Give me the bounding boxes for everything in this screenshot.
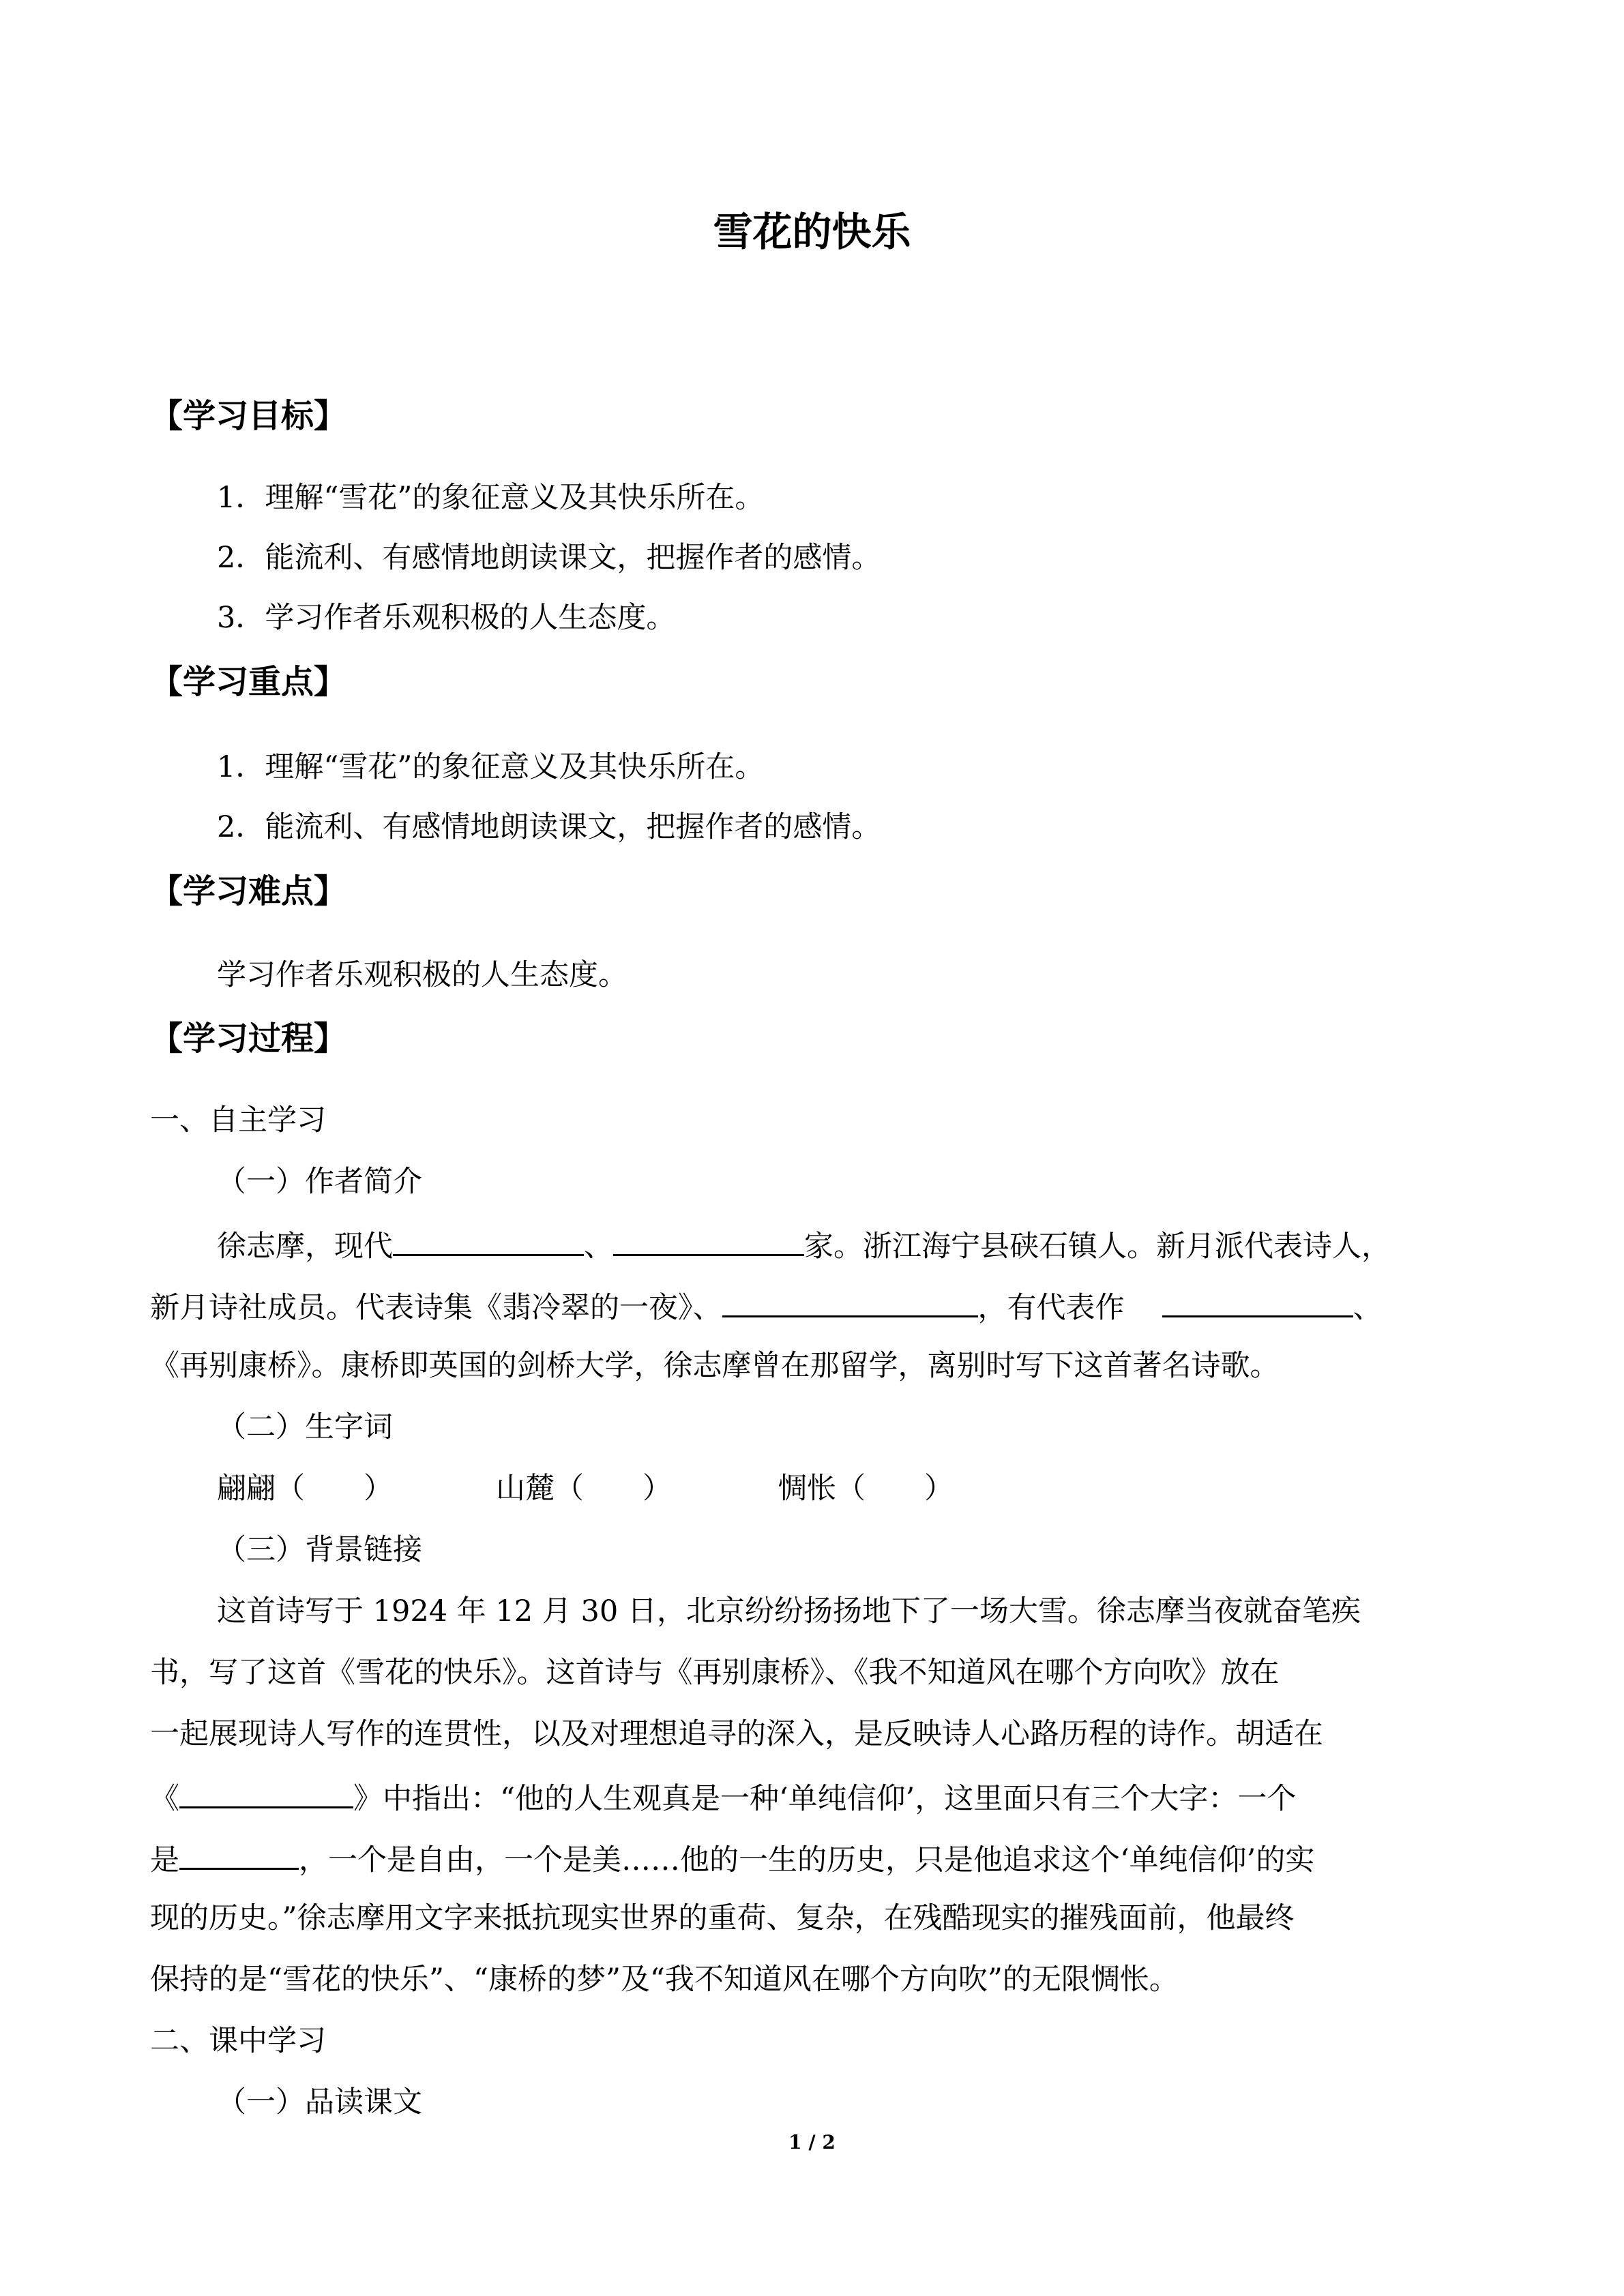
sub3-title: （三）背景链接	[217, 1533, 422, 1567]
sub1-title: （一）作者简介	[217, 1165, 422, 1199]
background-line-4	[150, 1775, 1296, 1819]
author-text-2c: 、	[1353, 1291, 1383, 1325]
vocab-item-2: 山麓（ ）	[496, 1472, 672, 1506]
author-line-3: 《再别康桥》。康桥即英国的剑桥大学，徐志摩曾在那留学，离别时写下这首著名诗歌。	[150, 1349, 1280, 1383]
author-text-2b: ，有代表作	[977, 1291, 1125, 1325]
background-text-4a: 《	[150, 1782, 179, 1816]
fill-blank-6[interactable]	[179, 1836, 299, 1870]
heading-key-points: 【学习重点】	[150, 663, 347, 701]
fill-blank-1[interactable]	[393, 1223, 584, 1256]
author-line-2	[150, 1284, 1383, 1328]
difficulty-text: 学习作者乐观积极的人生态度。	[217, 958, 628, 992]
key-point-item-1: 1．理解“雪花”的象征意义及其快乐所在。	[217, 750, 765, 784]
part1-title: 一、自主学习	[150, 1103, 326, 1137]
heading-goals: 【学习目标】	[150, 397, 347, 435]
background-line-5	[150, 1836, 1314, 1881]
sub4-title: （一）品读课文	[217, 2085, 422, 2119]
background-text-5b: ，一个是自由，一个是美……他的一生的历史，只是他追求这个‘单纯信仰’的实	[299, 1843, 1315, 1877]
fill-blank-5[interactable]	[179, 1775, 353, 1808]
heading-difficulties: 【学习难点】	[150, 872, 347, 910]
author-text-2a: 新月诗社成员。代表诗集《翡冷翠的一夜》、	[150, 1291, 722, 1325]
background-line-2: 书，写了这首《雪花的快乐》。这首诗与《再别康桥》、《我不知道风在哪个方向吹》放在	[150, 1656, 1280, 1690]
page-number: 1 / 2	[788, 2131, 836, 2153]
goal-item-1: 1．理解“雪花”的象征意义及其快乐所在。	[217, 481, 765, 515]
background-text-5a: 是	[150, 1843, 179, 1877]
fill-blank-4[interactable]	[1162, 1284, 1353, 1317]
heading-process: 【学习过程】	[150, 1019, 347, 1058]
key-point-item-2: 2．能流利、有感情地朗读课文，把握作者的感情。	[217, 810, 881, 844]
background-line-7: 保持的是“雪花的快乐”、“康桥的梦”及“我不知道风在哪个方向吹”的无限惆怅。	[150, 1963, 1179, 1997]
author-text-1c: 家。浙江海宁县硖石镇人。新月派代表诗人，	[804, 1229, 1391, 1264]
fill-blank-2[interactable]	[613, 1223, 804, 1256]
page-title: 雪花的快乐	[713, 209, 911, 255]
vocab-item-3: 惆怅（ ）	[778, 1472, 954, 1506]
background-line-3: 一起展现诗人写作的连贯性，以及对理想追寻的深入，是反映诗人心路历程的诗作。胡适在	[150, 1717, 1323, 1751]
background-line-1: 这首诗写于 1924 年 12 月 30 日，北京纷纷扬扬地下了一场大雪。徐志摩当夜就奋笔疾	[217, 1594, 1361, 1628]
sub2-title: （二）生字词	[217, 1410, 393, 1444]
part2-title: 二、课中学习	[150, 2024, 326, 2058]
author-line-1	[217, 1223, 1391, 1267]
goal-item-3: 3．学习作者乐观积极的人生态度。	[217, 601, 676, 635]
background-text-4b: 》中指出：“他的人生观真是一种‘单纯信仰’，这里面只有三个大字：一个	[353, 1782, 1297, 1816]
background-line-6: 现的历史。”徐志摩用文字来抵抗现实世界的重荷、复杂，在残酷现实的摧残面前，他最终	[150, 1901, 1295, 1935]
goal-item-2: 2．能流利、有感情地朗读课文，把握作者的感情。	[217, 541, 881, 575]
vocab-item-1: 翩翩（ ）	[217, 1472, 393, 1506]
author-text-1a: 徐志摩，现代	[217, 1229, 393, 1264]
author-text-1b: 、	[584, 1229, 613, 1264]
fill-blank-3[interactable]	[722, 1284, 978, 1317]
